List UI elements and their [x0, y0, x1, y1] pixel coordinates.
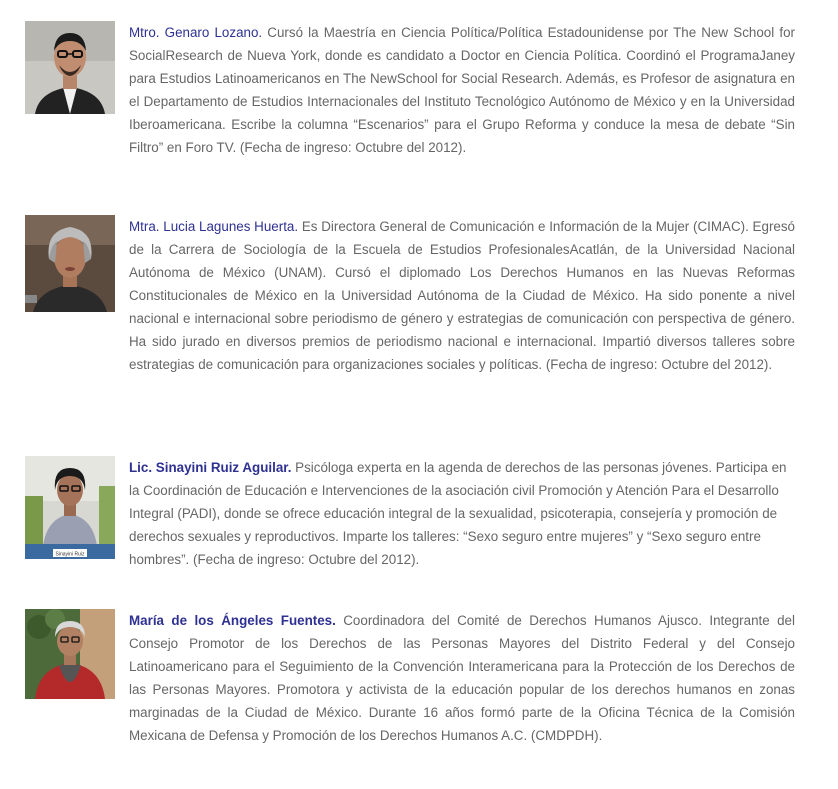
person-name: Mtra. Lucia Lagunes Huerta. [129, 219, 299, 234]
bio-description: Cursó la Maestría en Ciencia Política/Política Estadounidense por The New School for SocialResearch de Nueva York, donde es candidato a Doctor en Ciencia Política. Coordinó el ProgramaJaney para Estudios Latinoamericanos en The NewSchool for Social Research. Además, es Profesor de asignatura en el Departamento de Estudios Internacionales del Instituto Tecnológico Autónomo de México y en la Universidad Iberoamericana. Escribe la columna “Escenarios” para el Grupo Reforma y conduce la mesa de debate “Sin Filtro” en Foro TV. (Fecha de ingreso: Octubre del 2012). [129, 25, 795, 155]
nameplate-label: Sinayini Ruiz [55, 551, 85, 558]
bio-text [129, 609, 795, 747]
portrait-sinayini-ruiz-icon [25, 456, 115, 559]
bio-text [129, 456, 795, 571]
portrait-maria-angeles-fuentes-icon [25, 609, 115, 699]
person-name: Lic. Sinayini Ruiz Aguilar. [129, 460, 292, 475]
person-name: Mtro. Genaro Lozano. [129, 25, 263, 40]
bio-description: Psicóloga experta en la agenda de derechos de las personas jóvenes. Participa en la Coordinación de Educación e Intervenciones de la asociación civil Promoción y Atención Para el Desarrollo Integral (PADI), donde se ofrece educación integral de la sexualidad, psicoterapia, consejería y promoción de derechos sexuales y reproductivos. Imparte los talleres: “Sexo seguro entre mujeres” y “Sexo seguro entre hombres”. (Fecha de ingreso: Octubre del 2012). [129, 460, 787, 567]
portrait-genaro-lozano-icon [25, 21, 115, 114]
bio-description: Coordinadora del Comité de Derechos Humanos Ajusco. Integrante del Consejo Promotor de los Derechos de las Personas Mayores del Distrito Federal y del Consejo Latinoamericano para el Seguimiento de la Convención Interamericana para la Protección de los Derechos de las Personas Mayores. Promotora y activista de la educación popular de los derechos humanos en zonas marginadas de la Ciudad de México. Durante 16 años formó parte de la Oficina Técnica de la Comisión Mexicana de Defensa y Promoción de los Derechos Humanos A.C. (CMDPDH). [129, 613, 795, 743]
portrait-lucia-lagunes-icon [25, 215, 115, 312]
bio-text [129, 215, 795, 376]
bio-description: Es Directora General de Comunicación e Información de la Mujer (CIMAC). Egresó de la Carrera de Sociología de la Escuela de Estudios ProfesionalesAcatlán, de la Universidad Nacional Autónoma de México (UNAM). Cursó el diplomado Los Derechos Humanos en las Nuevas Reformas Constitucionales de México en la Universidad Autónoma de la Ciudad de México. Ha sido ponente a nivel nacional e internacional sobre periodismo de género y estrategias de comunicación con perspectiva de género. Ha sido jurado en diversos premios de periodismo nacional e internacional. Impartió diversos talleres sobre estrategias de comunicación para organizaciones sociales y políticas. (Fecha de ingreso: Octubre del 2012). [129, 219, 795, 372]
bio-text [129, 21, 795, 159]
person-name: María de los Ángeles Fuentes. [129, 613, 336, 628]
